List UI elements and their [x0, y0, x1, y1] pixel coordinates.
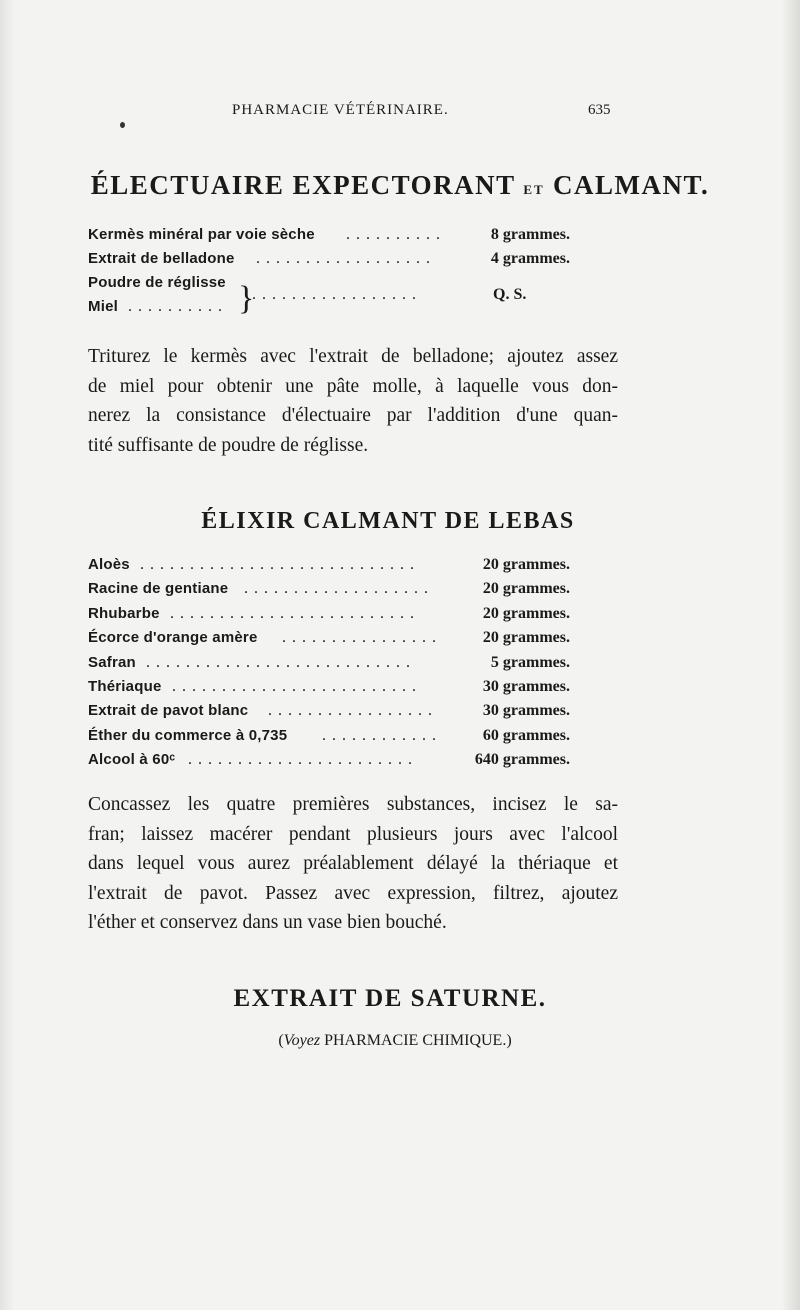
- ingredient-row: Rhubarbe ......................... 20 grammes.: [88, 604, 570, 622]
- ingredient-qty: 30 grammes.: [482, 702, 570, 720]
- ingredient-row: Extrait de pavot blanc ................. 30 grammes.: [88, 702, 570, 720]
- text-line: dans lequel vous aurez préalablement délayé la thériaque et: [88, 853, 618, 874]
- see-open: (: [278, 1032, 284, 1049]
- text-line: tité suffisante de poudre de réglisse.: [88, 434, 369, 456]
- text-line: fran; laissez macérer pendant plusieurs jours avec l'alcool: [88, 823, 618, 845]
- page-number: 635: [588, 102, 611, 118]
- title-end: CALMANT.: [552, 170, 710, 200]
- ingredient-name: Kermès minéral par voie sèche: [88, 226, 315, 243]
- text-line: Triturez le kermès avec l'extrait de belladone; ajoutez assez: [88, 346, 618, 367]
- title-small: ET: [523, 182, 545, 197]
- section-title-electuaire: [0, 170, 800, 201]
- ingredient-qty: Q. S.: [493, 286, 527, 303]
- ingredient-list-electuaire: [88, 226, 600, 320]
- ingredient-qty: 640 grammes.: [474, 751, 570, 769]
- ingredient-name: Poudre de réglisse: [88, 274, 226, 291]
- instructions-elixir: [88, 790, 618, 938]
- grouping-brace: }: [238, 280, 255, 317]
- ingredient-qty: 30 grammes.: [482, 677, 570, 695]
- ingredient-name: Aloès: [88, 556, 130, 573]
- ingredient-name: Rhubarbe: [88, 604, 160, 622]
- title-main: ÉLECTUAIRE EXPECTORANT: [90, 170, 516, 200]
- ingredient-name: Thériaque: [88, 677, 162, 695]
- ingredient-row: Kermès minéral par voie sèche .......... 8 grammes.: [88, 226, 570, 243]
- ingredient-row: Racine de gentiane ................... 20 grammes.: [88, 580, 570, 598]
- ingredient-name: Écorce d'orange amère: [88, 629, 258, 647]
- ingredient-name: Safran: [88, 653, 136, 671]
- ingredient-name: Alcool à 60ᶜ: [88, 751, 176, 769]
- ingredient-group: Poudre de réglisse Miel .......... } ................. Q. S.: [88, 274, 600, 320]
- ink-mark: [120, 122, 125, 128]
- text-line: de miel pour obtenir une pâte molle, à laquelle vous don-: [88, 375, 618, 397]
- ingredient-row: Alcool à 60ᶜ ....................... 640 grammes.: [88, 751, 570, 769]
- ingredient-name: Extrait de pavot blanc: [88, 702, 249, 720]
- ingredient-qty: 20 grammes.: [482, 629, 570, 647]
- text-line: l'extrait de pavot. Passez avec expression, filtrez, ajoutez: [88, 882, 618, 904]
- ingredient-name: Extrait de belladone: [88, 250, 235, 267]
- ingredient-name: Éther du commerce à 0,735: [88, 726, 288, 744]
- ingredient-row: Écorce d'orange amère ................ 20 grammes.: [88, 629, 570, 647]
- ingredient-qty: 8 grammes.: [490, 226, 570, 243]
- ingredient-qty: 20 grammes.: [482, 580, 570, 598]
- text-line: nerez la consistance d'électuaire par l'addition d'une quan-: [88, 405, 618, 426]
- ingredient-name: Miel: [88, 298, 118, 315]
- ingredient-row: Thériaque ......................... 30 grammes.: [88, 677, 570, 695]
- cross-reference: [0, 1032, 790, 1050]
- ingredient-qty: 20 grammes.: [482, 604, 570, 622]
- ingredient-row: Aloès ............................ 20 grammes.: [88, 556, 570, 573]
- see-text: PHARMACIE CHIMIQUE.): [320, 1032, 512, 1049]
- ingredient-qty: 60 grammes.: [482, 726, 570, 744]
- text-line: l'éther et conservez dans un vase bien bouché.: [88, 912, 447, 933]
- ingredient-name: Racine de gentiane: [88, 580, 229, 598]
- instructions-electuaire: [88, 342, 618, 460]
- ingredient-row: Éther du commerce à 0,735 ............ 60 grammes.: [88, 726, 570, 744]
- ingredient-qty: 20 grammes.: [482, 556, 570, 573]
- ingredient-qty: 4 grammes.: [490, 250, 570, 267]
- see-italic: Voyez: [283, 1032, 321, 1049]
- running-head: PHARMACIE VÉTÉRINAIRE.: [232, 102, 449, 118]
- section-title-elixir: ÉLIXIR CALMANT DE LEBAS: [201, 508, 575, 534]
- ingredient-qty: 5 grammes.: [490, 653, 570, 671]
- ingredient-list-elixir: [88, 556, 600, 776]
- text-line: Concassez les quatre premières substances, incisez le sa-: [88, 794, 618, 815]
- section-title-saturne: EXTRAIT DE SATURNE.: [233, 985, 547, 1012]
- ingredient-row: Extrait de belladone .................. 4 grammes.: [88, 250, 570, 267]
- ingredient-row: Safran ........................... 5 grammes.: [88, 653, 570, 671]
